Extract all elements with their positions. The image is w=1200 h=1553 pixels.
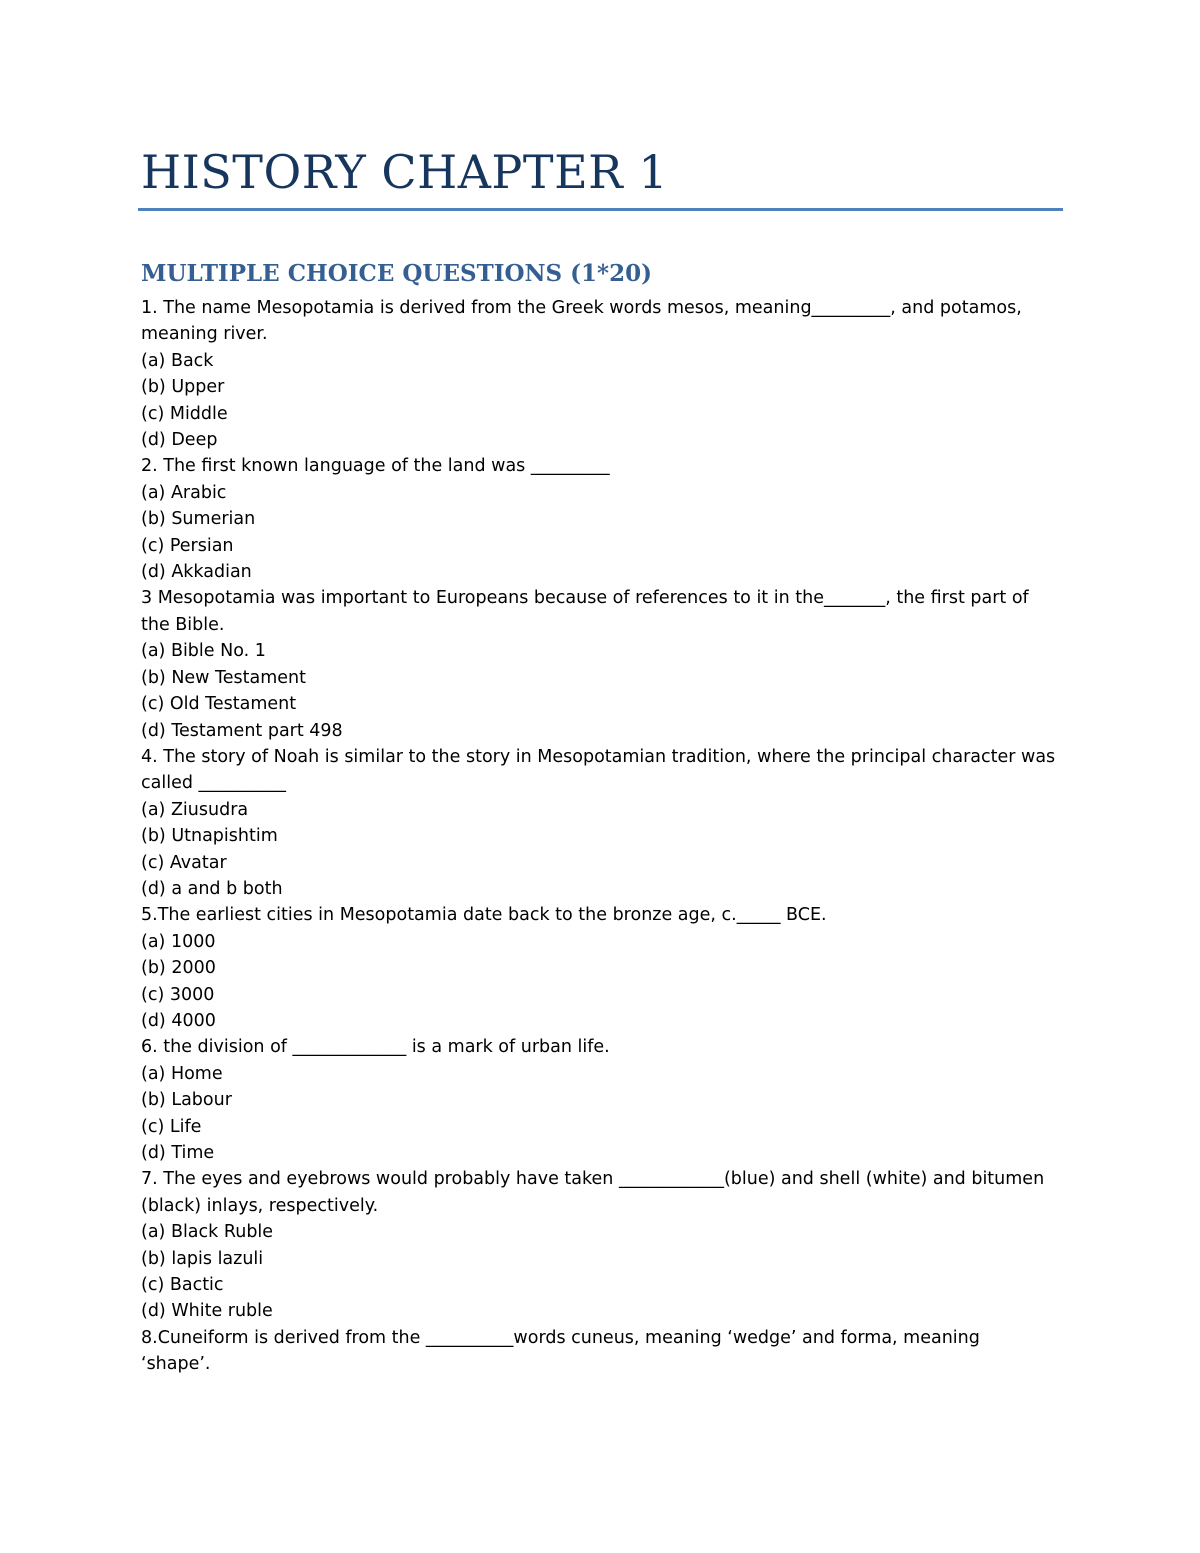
- text-line: (c) 3000: [141, 984, 215, 1005]
- document-title: HISTORY CHAPTER 1: [141, 145, 669, 199]
- title-underline: [138, 208, 1063, 211]
- text-line: (c) Old Testament: [141, 694, 297, 715]
- text-line: (c) Bactic: [141, 1275, 224, 1296]
- text-line: (c) Life: [141, 1116, 202, 1137]
- text-line: (d) Deep: [141, 430, 218, 451]
- text-line: 4. The story of Noah is similar to the story in Mesopotamian tradition, where the principal character was: [141, 746, 1056, 767]
- text-line: (a) Arabic: [141, 482, 227, 503]
- text-line: 6. the division of _____________ is a mark of urban life.: [141, 1037, 610, 1058]
- text-line: (a) Home: [141, 1063, 223, 1084]
- text-line: (d) White ruble: [141, 1301, 273, 1322]
- question-list: [141, 295, 1066, 1378]
- text-line: (a) Black Ruble: [141, 1222, 274, 1243]
- text-line: (a) Ziusudra: [141, 799, 249, 820]
- text-line: (b) Utnapishtim: [141, 826, 278, 847]
- text-line: ‘shape’.: [141, 1354, 211, 1375]
- section-heading: MULTIPLE CHOICE QUESTIONS (1*20): [141, 260, 652, 287]
- text-line: 8.Cuneiform is derived from the __________words cuneus, meaning ‘wedge’ and forma, meaning: [141, 1327, 980, 1348]
- text-line: meaning river.: [141, 324, 268, 345]
- text-line: (b) Labour: [141, 1090, 232, 1111]
- text-line: (a) Bible No. 1: [141, 641, 266, 662]
- text-line: (d) Time: [141, 1143, 215, 1163]
- text-line: (a) 1000: [141, 931, 216, 952]
- text-line: (b) New Testament: [141, 667, 307, 688]
- text-line: (c) Avatar: [141, 852, 227, 873]
- text-line: (b) Upper: [141, 377, 225, 398]
- text-line: the Bible.: [141, 614, 225, 635]
- text-line: (b) lapis lazuli: [141, 1248, 264, 1269]
- text-line: (b) Sumerian: [141, 509, 256, 530]
- text-line: (d) 4000: [141, 1010, 216, 1031]
- text-line: 5.The earliest cities in Mesopotamia date back to the bronze age, c._____ BCE.: [141, 905, 827, 926]
- text-line: (d) a and b both: [141, 878, 283, 899]
- text-line: 7. The eyes and eyebrows would probably have taken ____________(blue) and shell (white) and bitumen: [141, 1169, 1045, 1190]
- text-line: (c) Middle: [141, 403, 228, 424]
- text-line: (d) Testament part 498: [141, 720, 343, 741]
- text-line: called __________: [141, 773, 287, 794]
- text-line: 3 Mesopotamia was important to Europeans because of references to it in the_______, the first part of: [141, 588, 1029, 609]
- text-line: (c) Persian: [141, 535, 234, 556]
- text-line: 2. The first known language of the land was _________: [141, 456, 610, 477]
- text-line: (black) inlays, respectively.: [141, 1195, 379, 1216]
- text-line: (b) 2000: [141, 958, 216, 979]
- text-line: (a) Back: [141, 350, 214, 371]
- text-line: 1. The name Mesopotamia is derived from the Greek words mesos, meaning_________, and potamos,: [141, 298, 1022, 318]
- text-line: (d) Akkadian: [141, 562, 252, 583]
